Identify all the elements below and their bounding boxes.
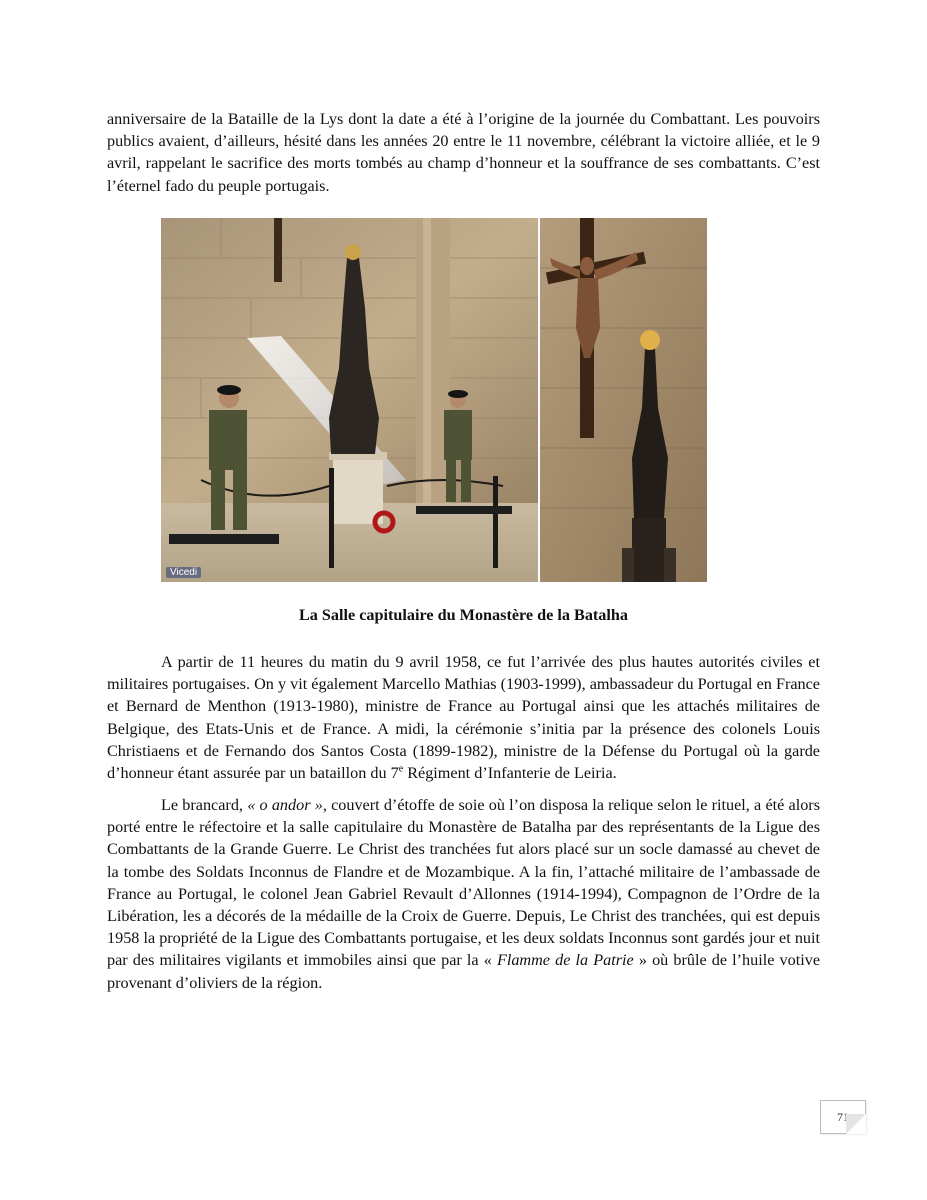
vicedi-watermark: Vicedi: [166, 567, 201, 578]
photo-chapter-house-guards: [161, 218, 538, 582]
paragraph-brancard: Le brancard, « o andor », couvert d’étoffe de soie où l’on disposa la relique selon le rituel, a été alors porté entre le réfectoire et la salle capitulaire du Monastère de Batalha par des représentants de la Ligue des Combattants de la Grande Guerre. Le Christ des tranchées fut alors placé sur un socle damassé au chevet de la tombe des Soldats Inconnus de Flandre et de Mozambique. A la fin, l’attaché militaire de l’ambassade de France au Portugal, le colonel Jean Gabriel Revault d’Allonnes (1914-1994), Compagnon de l’Ordre de la Libération, les a décorés de la médaille de la Croix de Guerre. Depuis, Le Christ des tranchées, qui est depuis 1958 la propriété de la Ligue des Combattants portugaise, et les deux soldats Inconnus sont gardés jour et nuit par des militaires vigilants et immobiles ainsi que par la « Flamme de la Patrie » où brûle de l’huile votive provenant d’oliviers de la région.: [107, 796, 821, 992]
photo-caption: La Salle capitulaire du Monastère de la Batalha: [298, 606, 628, 624]
photo-crucifix-monument: [540, 218, 707, 582]
top-paragraph: anniversaire de la Bataille de la Lys dont la date a été à l’origine de la journée du Combattant. Les pouvoirs publics avaient, d’ailleurs, hésité dans les années 20 entre le 11 novembre, célébrant la victoire alliée, et le 9 avril, rappelant le sacrifice des morts tombés au champ d’honneur et la souffrance de ses combattants. C’est l’éternel fado du peuple portugais.: [107, 110, 820, 195]
paragraph-ceremony: A partir de 11 heures du matin du 9 avril 1958, ce fut l’arrivée des plus hautes autorités civiles et militaires portugaises. On y vit également Marcello Mathias (1903-1999), ambassadeur du Portugal en France et Bernard de Menthon (1913-1980), ministre de France au Portugal ainsi que les attachés militaires de Belgique, des Etats-Unis et de France. A midi, la cérémonie s’initia par la présence des colonels Louis Christiaens et de Fernando dos Santos Costa (1899-1982), ministre de la Défense du Portugal où la garde d’honneur étant assurée par un bataillon du 7e Régiment d’Infanterie de Leiria.: [107, 653, 820, 783]
photo-pair: [161, 218, 707, 582]
page-number: 71: [820, 1100, 866, 1134]
page-curl-icon: [846, 1114, 866, 1134]
